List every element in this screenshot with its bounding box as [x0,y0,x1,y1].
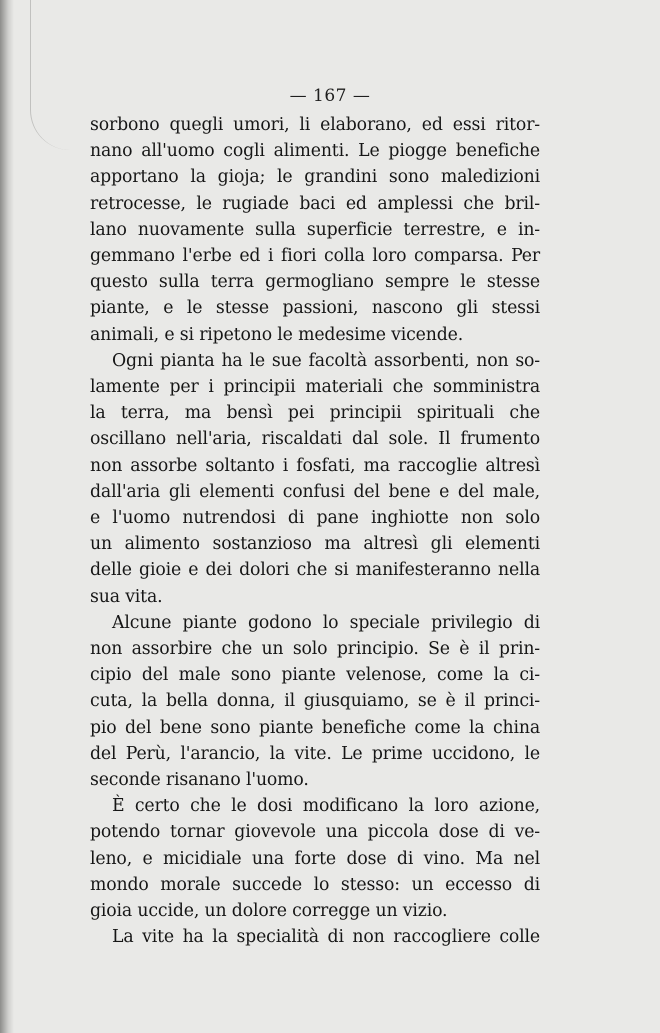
body-text [90,112,540,951]
text-line: La vite ha la specialità di non raccogliere colle [112,927,540,948]
text-line: questo sulla terra germogliano sempre le stesse [90,272,540,293]
text-line: lano nuovamente sulla superficie terrestre, e in- [90,219,540,240]
text-line: oscillano nell'aria, riscaldati dal sole. Il frumento [90,429,540,450]
text-line: dall'aria gli elementi confusi del bene e del male, [90,481,540,502]
text-line: la terra, ma bensì pei principii spirituali che [90,403,540,424]
text-line: del Perù, l'arancio, la vite. Le prime uccidono, le [90,743,540,764]
text-line: mondo morale succede lo stesso: un eccesso di [90,874,540,895]
text-line: pio del bene sono piante benefiche come la china [90,717,540,738]
text-line: È certo che le dosi modificano la loro azione, [112,796,540,817]
text-line: piante, e le stesse passioni, nascono gli stessi [90,298,540,319]
text-line: animali, e si ripetono le medesime vicende. [90,324,464,345]
text-line: lamente per i principii materiali che somministra [90,377,540,398]
page-curl-shadow [30,0,71,150]
text-line: gioia uccide, un dolore corregge un vizio. [90,901,448,922]
text-line: seconde risanano l'uomo. [90,770,309,791]
text-line: e l'uomo nutrendosi di pane inghiotte non solo [90,508,540,529]
text-line: non assorbe soltanto i fosfati, ma raccoglie altresì [90,455,540,476]
text-line: nano all'uomo cogli alimenti. Le piogge benefiche [90,141,540,162]
text-line: non assorbire che un solo principio. Se è il prin- [90,639,540,660]
text-line: apportano la gioja; le grandini sono maledizioni [90,167,540,188]
text-line: gemmano l'erbe ed i fiori colla loro comparsa. Per [90,246,540,267]
text-line: cuta, la bella donna, il giusquiamo, se è il princi- [90,691,540,712]
text-line: cipio del male sono piante velenose, come la ci- [90,665,540,686]
text-line: delle gioie e dei dolori che si manifesteranno nella [90,560,540,581]
text-line: sorbono quegli umori, li elaborano, ed essi ritor- [90,115,540,135]
text-line: sua vita. [90,586,163,607]
text-line: Ogni pianta ha le sue facoltà assorbenti, non so- [112,350,540,371]
page-number-header: — 167 — [289,86,371,106]
text-line: potendo tornar giovevole una piccola dose di ve- [90,822,540,843]
text-line: leno, e micidiale una forte dose di vino. Ma nel [90,848,540,869]
text-line: un alimento sostanzioso ma altresì gli elementi [90,534,540,555]
text-line: Alcune piante godono lo speciale privilegio di [112,612,540,633]
text-line: retrocesse, le rugiade baci ed amplessi che bril- [90,193,540,214]
